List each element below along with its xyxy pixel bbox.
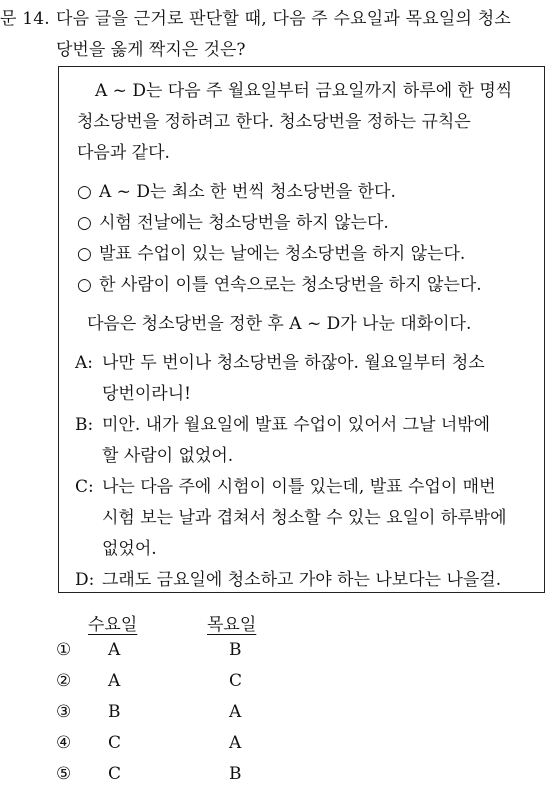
rule-text: 한 사람이 이틀 연속으로는 청소당번을 하지 않는다. [99,275,482,295]
option-number[interactable]: ① [56,640,72,660]
dialogue-line [75,410,490,435]
question-number: 문 14. [0,9,50,29]
dialogue-text: 미안. 내가 월요일에 발표 수업이 있어서 그날 너밖에 [102,415,491,435]
option-wednesday: A [108,671,121,691]
rule-text: A ~ D는 최소 한 번씩 청소당번을 한다. [99,182,396,202]
bullet-circle: ○ [77,244,92,264]
dialogue-line [75,565,501,590]
passage-box [58,66,545,593]
option-number[interactable]: ③ [56,702,72,722]
intro-line: 다음과 같다. [77,143,170,163]
option-thursday: B [229,764,242,784]
speaker-label: C: [75,477,94,497]
dialogue-text: 당번이라니! [102,384,191,404]
speaker-label: A: [75,353,94,373]
option-wednesday: C [108,764,122,784]
option-thursday: B [229,640,242,660]
question-stem [0,4,511,29]
option-thursday: C [229,671,243,691]
dialogue-intro: 다음은 청소당번을 정한 후 A ~ D가 나눈 대화이다. [87,314,472,334]
bullet-circle: ○ [77,275,92,295]
option-thursday: A [229,702,242,722]
option-number[interactable]: ④ [56,733,72,753]
dialogue-text: 없었어. [102,539,157,559]
rule-item [77,177,396,202]
question-stem-line-2: 당번을 옳게 짝지은 것은? [56,40,246,60]
answer-header-thursday: 목요일 [207,615,257,635]
intro-line: A ~ D는 다음 주 월요일부터 금요일까지 하루에 한 명씩 [95,81,513,101]
question-stem-line-1: 다음 글을 근거로 판단할 때, 다음 주 수요일과 목요일의 청소 [56,9,511,29]
rule-text: 발표 수업이 있는 날에는 청소당번을 하지 않는다. [99,244,466,264]
option-wednesday: C [108,733,122,753]
rule-item [77,239,465,264]
option-number[interactable]: ② [56,671,72,691]
dialogue-text: 시험 보는 날과 겹쳐서 청소할 수 있는 요일이 하루밖에 [102,508,507,528]
dialogue-line [75,472,496,497]
option-thursday: A [229,733,242,753]
dialogue-text: 할 사람이 없었어. [102,446,234,466]
intro-line: 청소당번을 정하려고 한다. 청소당번을 정하는 규칙은 [77,112,471,132]
option-number[interactable]: ⑤ [56,764,72,784]
rule-item [77,208,389,233]
dialogue-text: 나만 두 번이나 청소당번을 하잖아. 월요일부터 청소 [102,353,485,373]
bullet-circle: ○ [77,213,92,233]
bullet-circle: ○ [77,182,92,202]
option-wednesday: B [108,702,121,722]
speaker-label: B: [75,415,94,435]
dialogue-line [75,348,485,373]
dialogue-text: 나는 다음 주에 시험이 이틀 있는데, 발표 수업이 매번 [102,477,496,497]
dialogue-text: 그래도 금요일에 청소하고 가야 하는 나보다는 나을걸. [102,570,502,590]
option-wednesday: A [108,640,121,660]
rule-text: 시험 전날에는 청소당번을 하지 않는다. [99,213,389,233]
speaker-label: D: [75,570,95,590]
rule-item [77,270,482,295]
answer-header-wednesday: 수요일 [88,615,138,635]
